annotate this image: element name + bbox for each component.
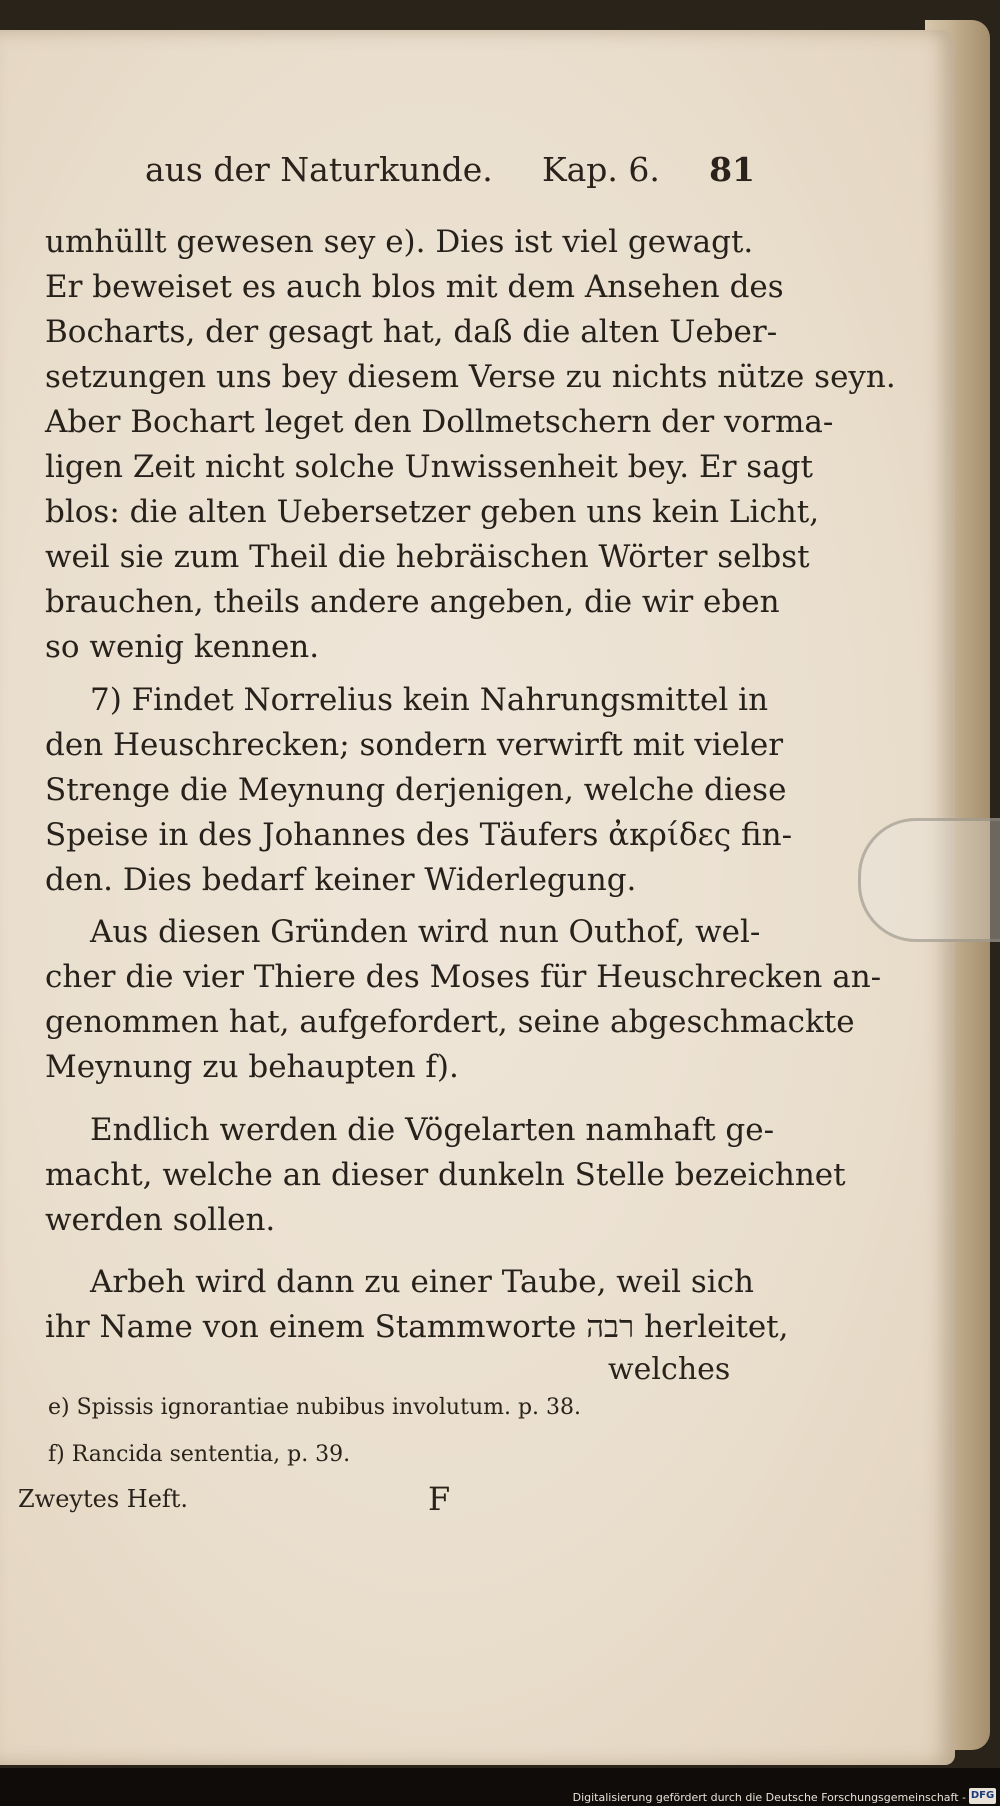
- text-line: Speise in des Johannes des Täufers ἀκρίδες fin-: [45, 817, 793, 853]
- text-line: Er beweiset es auch blos mit dem Ansehen des: [45, 269, 784, 305]
- bookmark-clip: [858, 818, 1000, 942]
- text-line: Arbeh wird dann zu einer Taube, weil sich: [90, 1264, 755, 1300]
- catchword: welches: [608, 1352, 731, 1387]
- text-line: weil sie zum Theil die hebräischen Wörter selbst: [45, 539, 810, 575]
- running-head: [145, 150, 755, 189]
- text-line: den Heuschrecken; sondern verwirft mit vieler: [45, 727, 784, 763]
- text-line: genommen hat, aufgefordert, seine abgeschmackte: [45, 1004, 855, 1040]
- footnote-e: e) Spissis ignorantiae nubibus involutum. p. 38.: [48, 1395, 582, 1420]
- text-line: umhüllt gewesen sey e). Dies ist viel gewagt.: [45, 224, 754, 260]
- text-line: brauchen, theils andere angeben, die wir eben: [45, 584, 780, 620]
- text-line: macht, welche an dieser dunkeln Stelle bezeichnet: [45, 1157, 846, 1193]
- text-line: ligen Zeit nicht solche Unwissenheit bey. Er sagt: [45, 449, 813, 485]
- running-title: aus der Naturkunde.: [145, 150, 493, 189]
- text-line: Aber Bochart leget den Dollmetschern der vorma-: [45, 404, 834, 440]
- volume-note: Zweytes Heft.: [18, 1485, 189, 1513]
- digitization-note: Digitalisierung gefördert durch die Deutsche Forschungsgemeinschaft -: [572, 1791, 966, 1804]
- text-line: Aus diesen Gründen wird nun Outhof, wel-: [90, 914, 761, 950]
- text-line: Meynung zu behaupten f).: [45, 1049, 459, 1085]
- text-line: blos: die alten Uebersetzer geben uns kein Licht,: [45, 494, 820, 530]
- text-line: 7) Findet Norrelius kein Nahrungsmittel in: [90, 682, 769, 718]
- page-number: 81: [709, 150, 755, 189]
- footnote-f: f) Rancida sententia, p. 39.: [48, 1442, 351, 1467]
- sheet-signature: F: [428, 1480, 451, 1518]
- dfg-logo-icon: DFG: [969, 1788, 996, 1804]
- chapter-label: Kap. 6.: [541, 150, 660, 189]
- text-line: so wenig kennen.: [45, 629, 320, 665]
- text-line: Strenge die Meynung derjenigen, welche diese: [45, 772, 787, 808]
- text-line: setzungen uns bey diesem Verse zu nichts nütze seyn.: [45, 359, 896, 395]
- text-line: Endlich werden die Vögelarten namhaft ge-: [90, 1112, 775, 1148]
- text-line: ihr Name von einem Stammworte רבה herleitet,: [45, 1309, 789, 1345]
- text-line: Bocharts, der gesagt hat, daß die alten Ueber-: [45, 314, 778, 350]
- text-line: cher die vier Thiere des Moses für Heuschrecken an-: [45, 959, 882, 995]
- text-line: werden sollen.: [45, 1202, 276, 1238]
- text-line: den. Dies bedarf keiner Widerlegung.: [45, 862, 637, 898]
